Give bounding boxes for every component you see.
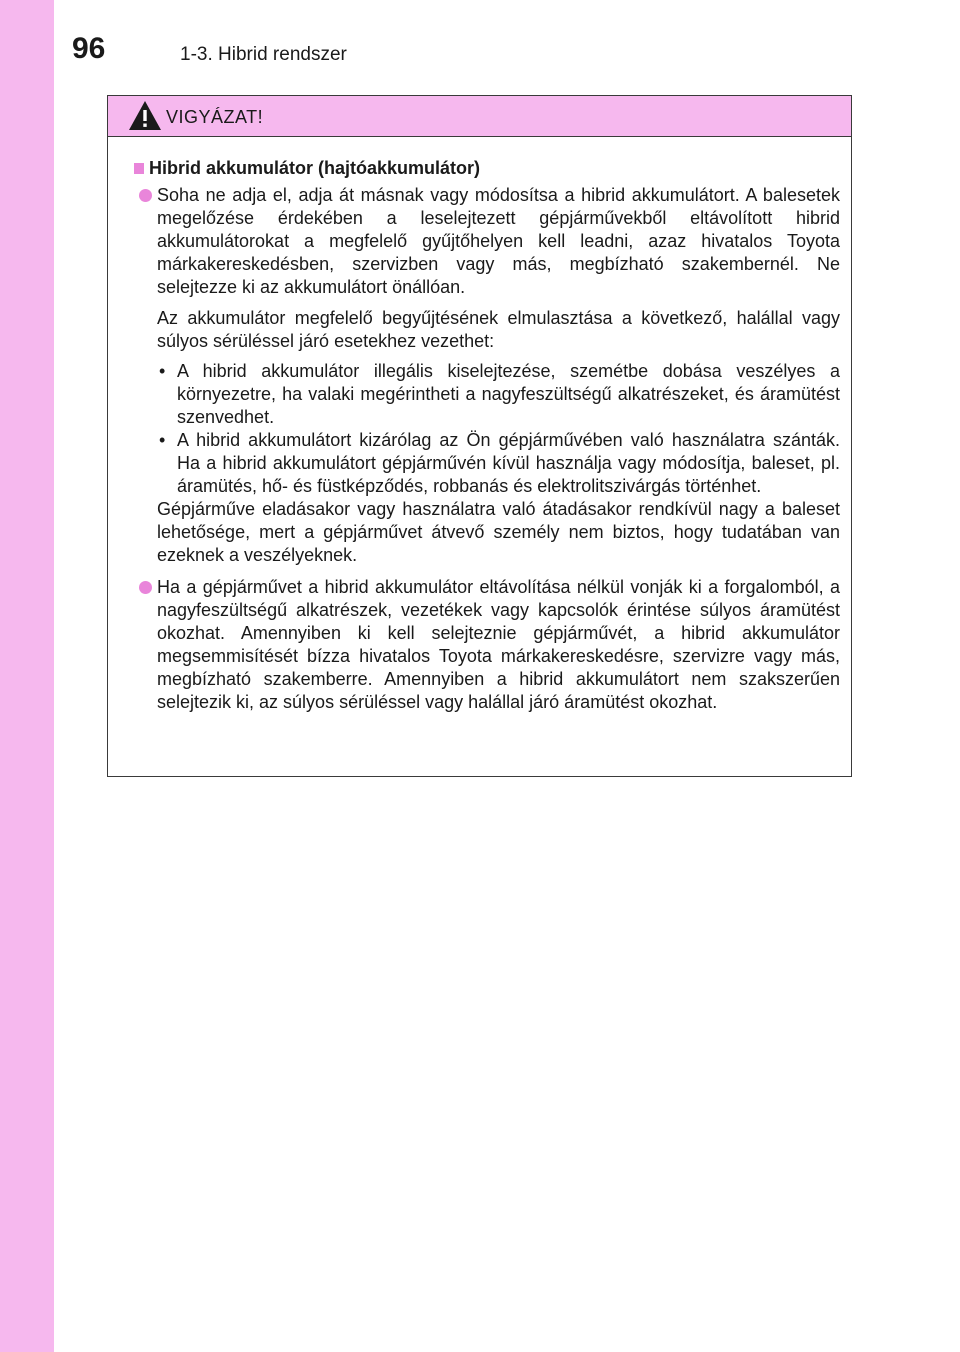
- circle-bullet-icon: [139, 581, 152, 594]
- caution-box: [107, 95, 852, 777]
- list-item-text: A hibrid akkumulátort kizárólag az Ön gépjárművében való használatra szánták. Ha a hibrid akkumulátort gépjárművén kívül használja vagy módosítja, baleset, pl. áramütés, hő- és füstképződés, robbanás és elektrolitszivárgás történhet.: [177, 430, 840, 496]
- page-number: 96: [72, 32, 106, 65]
- bullet-dot-icon: •: [159, 361, 166, 381]
- caution-item: [134, 184, 840, 567]
- warning-triangle-icon: [128, 100, 162, 131]
- paragraph: Az akkumulátor megfelelő begyűjtésének elmulasztása a következő, halállal vagy súlyos sérüléssel járó esetekhez vezethet:: [157, 308, 840, 351]
- chapter-sidebar: [0, 0, 54, 1352]
- list-item: [157, 360, 840, 429]
- list-item-text: A hibrid akkumulátor illegális kiselejtezése, szemétbe dobása veszélyes a környezetre, ha valaki megérintheti a nagyfeszültségű alkatrészeket, és áramütést szenvedhet.: [177, 361, 840, 427]
- caution-header: [108, 96, 851, 137]
- paragraph: Soha ne adja el, adja át másnak vagy módosítsa a hibrid akkumulátort. A balesetek megelőzése érdekében a leselejtezett gépjárművekből eltávolított hibrid akkumulátorokat a megfelelő gyűjtőhelyen kell leadni, azaz hivatalos Toyota márkakereskedésben, szervizben vagy más, megbízható szakembernél. Ne selejtezze ki az akkumulátort önállóan.: [157, 185, 840, 297]
- sub-list: [157, 360, 840, 498]
- list-item: [157, 429, 840, 498]
- bullet-dot-icon: •: [159, 430, 166, 450]
- caution-heading-row: [134, 157, 840, 179]
- caution-item-content: [157, 184, 840, 567]
- square-bullet-icon: [134, 163, 144, 174]
- paragraph: Gépjárműve eladásakor vagy használatra való átadásakor rendkívül nagy a baleset lehetősége, mert a gépjárművet átvevő személy nem biztos, hogy tudatában van ezeknek a veszélyeknek.: [157, 499, 840, 565]
- paragraph: Ha a gépjárművet a hibrid akkumulátor eltávolítása nélkül vonják ki a forgalomból, a nagyfeszültségű alkatrészek, vezetékek vagy kapcsolók érintése súlyos áramütést okozhat. Amennyiben ki kell selejteznie gépjárművét, a hibrid akkumulátor megsemmisítését bízza hivatalos Toyota márkakereskedésre, szervizre vagy más, megbízható szakemberre. Amennyiben a hibrid akkumulátort nem szakszerűen selejtezik ki, az súlyos sérüléssel vagy halállal járó áramütést okozhat.: [157, 577, 840, 712]
- caution-body: [108, 137, 851, 714]
- section-title: 1-3. Hibrid rendszer: [180, 44, 347, 65]
- caution-label: VIGYÁZAT!: [166, 107, 264, 127]
- caution-item: [134, 576, 840, 714]
- caution-item-content: [157, 576, 840, 714]
- caution-heading: Hibrid akkumulátor (hajtóakkumulátor): [149, 158, 481, 178]
- circle-bullet-icon: [139, 189, 152, 202]
